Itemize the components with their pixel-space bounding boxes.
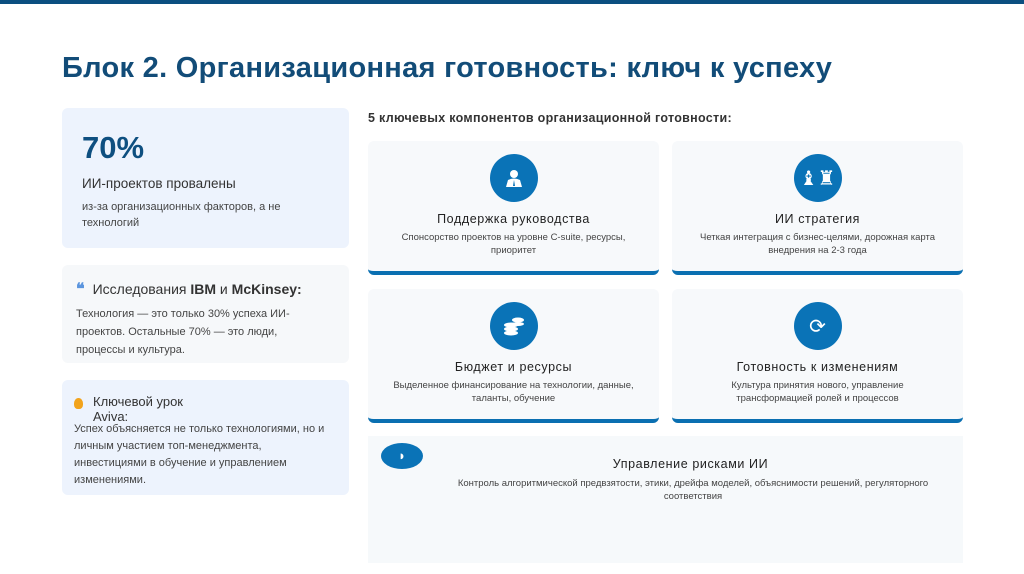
coins-icon xyxy=(490,302,538,350)
component-desc: Культура принятия нового, управление трансформацией ролей и процессов xyxy=(731,380,904,404)
research-mck: McKinsey: xyxy=(231,281,302,297)
research-ibm: IBM xyxy=(190,281,217,297)
chess-icon: ♝♜ xyxy=(794,154,842,202)
risk-card xyxy=(368,436,963,563)
executive-icon xyxy=(490,154,538,202)
research-card xyxy=(62,265,349,363)
component-desc: Контроль алгоритмической предвзятости, этики, дрейфа моделей, объяснимости решений, регуляторного соответствия xyxy=(457,478,929,502)
quote-icon: ❝ xyxy=(76,281,85,298)
lesson-text: Успех объясняется не только технологиями, но и личным участием топ-менеджмента, инвестициями в обучение и управлением изменениями. xyxy=(74,423,325,486)
components-heading: 5 ключевых компонентов организационной готовности: xyxy=(368,111,732,125)
shield-icon: ◗ xyxy=(381,443,423,469)
lightbulb-icon xyxy=(74,398,83,409)
sync-icon: ⟳ xyxy=(794,302,842,350)
page-title: Блок 2. Организационная готовность: ключ к успеху xyxy=(62,52,833,84)
component-card xyxy=(672,289,963,423)
stat-card xyxy=(62,108,349,248)
component-title: Бюджет и ресурсы xyxy=(454,360,573,374)
research-prefix: Исследования xyxy=(92,281,191,297)
stat-label: ИИ-проектов провалены xyxy=(82,176,236,191)
stat-desc: из-за организационных факторов, а не технологий xyxy=(82,201,281,229)
component-title: Готовность к изменениям xyxy=(736,360,899,374)
component-desc: Спонсорство проектов на уровне C-suite, ресурсы, приоритет xyxy=(401,232,626,256)
stat-value: 70% xyxy=(82,130,145,165)
component-desc: Выделенное финансирование на технологии, данные, таланты, обучение xyxy=(393,380,634,404)
component-title: ИИ стратегия xyxy=(774,212,861,226)
component-card xyxy=(368,141,659,275)
component-card xyxy=(672,141,963,275)
research-text: Технология — это только 30% успеха ИИ- проектов. Остальные 70% — это люди, процессы и культура. xyxy=(76,308,290,356)
lesson-title: Ключевой урок Aviva: xyxy=(93,394,183,424)
research-title xyxy=(76,279,335,299)
top-bar xyxy=(0,0,1024,4)
component-title: Управление рисками ИИ xyxy=(612,457,769,471)
component-card xyxy=(368,289,659,423)
lesson-card xyxy=(62,380,349,495)
research-and: и xyxy=(216,281,232,297)
component-title: Поддержка руководства xyxy=(437,212,590,226)
component-desc: Четкая интеграция с бизнес-целями, дорожная карта внедрения на 2-3 года xyxy=(700,232,935,256)
